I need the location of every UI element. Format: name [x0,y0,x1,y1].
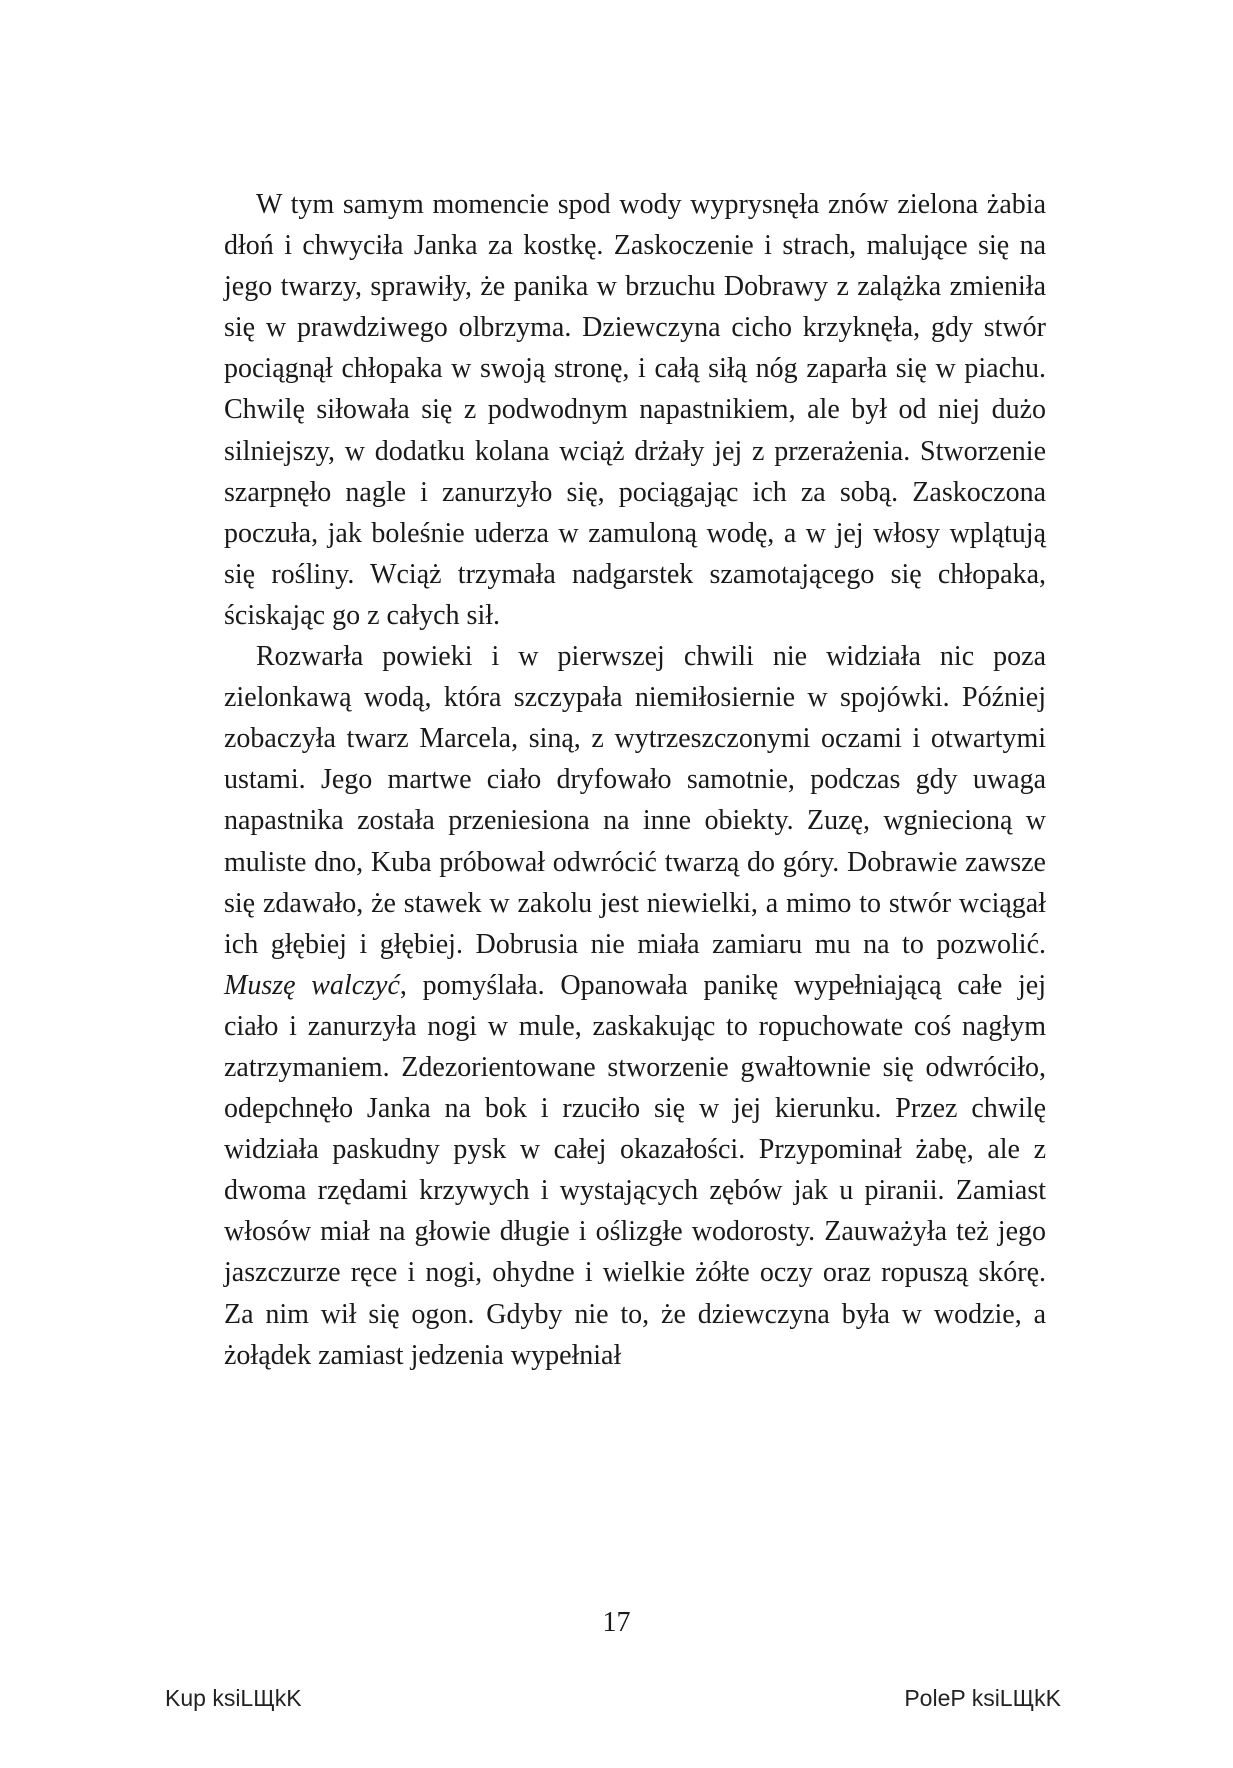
paragraph-text: , pomyślała. Opanowała panikę wypełniającą całe jej ciało i zanurzyła nogi w mule, zaskakując to ropuchowate coś nagłym zatrzymaniem. Zdezorientowane stworzenie gwałtownie się odwróciło, odepchnęło Janka na bok i rzuciło się w jej kierunku. Przez chwilę widziała paskudny pysk w całej okazałości. Przypominał żabę, ale z dwoma rzędami krzywych i wystających zębów jak u piranii. Zamiast włosów miał na głowie długie i oślizgłe wodorosty. Zauważyła też jego jaszczurze ręce i nogi, ohydne i wielkie żółte oczy oraz ropuszą skórę. Za nim wił się ogon. Gdyby nie to, że dziewczyna była w wodzie, a żołądek zamiast jedzenia wypełniał [224,969,1046,1371]
footer-left-link[interactable]: Kup ksiLЩkK [165,1685,302,1711]
paragraph-text: Rozwarła powieki i w pierwszej chwili nie widziała nic poza zielonkawą wodą, która szczypała niemiłosiernie w spojówki. Później zobaczyła twarz Marcela, siną, z wytrzeszczonymi oczami i otwartymi ustami. Jego martwe ciało dryfowało samotnie, podczas gdy uwaga napastnika została przeniesiona na inne obiekty. Zuzę, wgniecioną w muliste dno, Kuba próbował odwrócić twarzą do góry. Dobrawie zawsze się zdawało, że stawek w zakolu jest niewielki, a mimo to stwór wciągał ich głębiej i głębiej. Dobrusia nie miała zamiaru mu na to pozwolić. [224,641,1046,960]
italic-phrase: Muszę walczyć [224,969,400,1001]
page-text [224,184,1046,1376]
paragraph [224,184,1046,636]
paragraph-text: W tym samym momencie spod wody wyprysnęła znów zielona żabia dłoń i chwyciła Janka za kostkę. Zaskoczenie i strach, malujące się na jego twarzy, sprawiły, że panika w brzuchu Dobrawy z zalążka zmieniła się w prawdziwego olbrzyma. Dziewczyna cicho krzyknęła, gdy stwór pociągnął chłopaka w swoją stronę, i całą siłą nóg zaparła się w piachu. Chwilę siłowała się z podwodnym napastnikiem, ale był od niej dużo silniejszy, w dodatku kolana wciąż drżały jej z przerażenia. Stworzenie szarpnęło nagle i zanurzyło się, pociągając ich za sobą. Zaskoczona poczuła, jak boleśnie uderza w zamuloną wodę, a w jej włosy wplątują się rośliny. Wciąż trzymała nadgarstek szamotającego się chłopaka, ściskając go z całych sił. [224,189,1046,631]
page-number: 17 [602,1607,631,1638]
paragraph [224,636,1046,1376]
footer-right-link[interactable]: PoleP ksiLЩkK [904,1685,1061,1711]
